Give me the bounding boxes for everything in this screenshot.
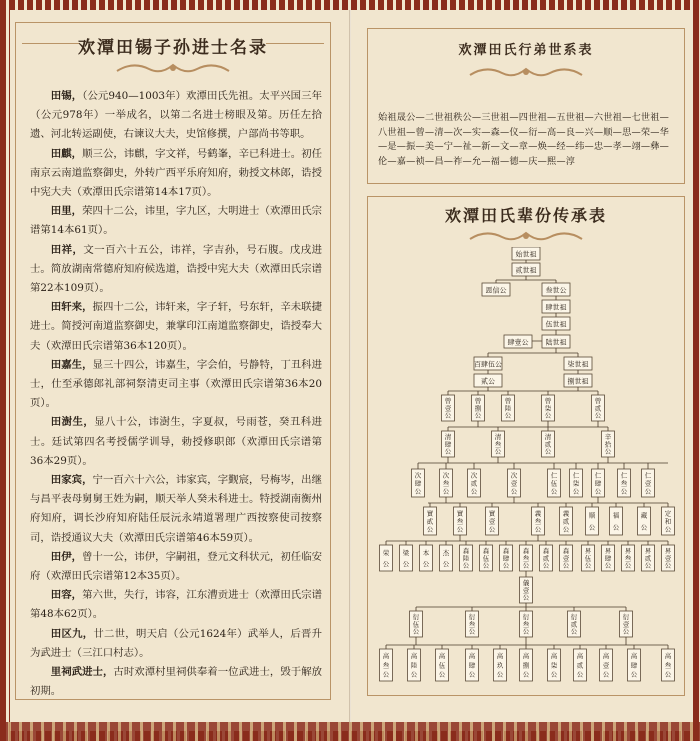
jinshi-description: 文一百六十五公，讳祥，字吉孙，号石腹。戊戌进士。简放湖南常德府知府候选道，诰授中宪大夫（欢潭田氏宗谱第22本109页）。: [30, 243, 323, 295]
jinshi-entry: [30, 413, 322, 471]
tree-node-label: 公: [462, 561, 470, 570]
tree-node-label: 清: [444, 433, 452, 442]
tree-node-label: 拾: [604, 440, 612, 449]
tree-node-label: 捌: [474, 404, 482, 413]
tree-node-label: 福: [612, 511, 620, 520]
tree-node-label: 公: [620, 487, 628, 496]
tree-node-label: 陸: [504, 404, 512, 413]
tree-node-label: 公: [410, 670, 418, 679]
tree-node-label: 衍: [468, 613, 476, 622]
tree-node-label: 高: [576, 652, 584, 661]
tree-node-label: 次: [470, 471, 478, 480]
lineage-tree-panel: [367, 196, 685, 696]
tree-node-label: 公: [562, 561, 570, 570]
tree-node-label: 陸: [462, 554, 470, 563]
tree-node-label: 始世祖: [515, 250, 537, 259]
jinshi-entry: [30, 356, 322, 414]
tree-node-label: 伍世祖: [545, 320, 567, 329]
bottom-border-strip: [0, 722, 700, 741]
tree-node-label: 公: [468, 670, 476, 679]
tree-node-label: 杰: [442, 548, 450, 557]
tree-node-label: 公: [584, 561, 592, 570]
jinshi-name: 田嘉生，: [50, 358, 93, 371]
tree-node-label: 昇: [624, 547, 632, 556]
tree-node-label: 清: [544, 433, 552, 442]
tree-node-label: 壹: [622, 620, 630, 629]
tree-node-label: 公: [664, 670, 672, 679]
tree-node-label: 曾: [444, 397, 452, 406]
jinshi-entry: [30, 145, 322, 203]
jinshi-name: 田容，: [50, 589, 83, 602]
tree-node-label: 公: [570, 627, 578, 636]
tree-node-label: 公: [502, 561, 510, 570]
cloud-ornament: [466, 63, 586, 81]
tree-node-label: 柒世祖: [567, 360, 589, 369]
tree-node-label: 實: [426, 509, 434, 518]
tree-node-label: 叁: [664, 661, 672, 670]
tree-node-label: 壹: [664, 554, 672, 563]
tree-node-label: 肆: [604, 554, 612, 563]
tree-node-label: 叁世公: [545, 286, 567, 295]
tree-node-label: 壹: [522, 586, 530, 595]
tree-node-label: 公: [382, 559, 390, 568]
cloud-ornament: [466, 227, 586, 245]
jinshi-entry: [30, 625, 322, 663]
jinshi-description: 顺三公，讳麒，字文祥，号鹤峯，辛已科进士。初任南京云南道监察御史，外转广西平乐府知府，勅授文林郎，诰授中宪大夫（欢潭田氏宗谱第14本17页）。: [30, 147, 323, 199]
tree-node-label: 壹: [488, 517, 496, 526]
panel-title: 欢潭田锡子孙进士名录: [78, 38, 268, 58]
tree-node-label: 贰: [470, 479, 478, 488]
tree-node-label: 辛: [604, 433, 612, 442]
jinshi-description: 荣四十二公，讳里，字九区，大明进士（欢潭田氏宗谱第14本61页）。: [30, 205, 323, 237]
tree-node-label: 公: [382, 670, 390, 679]
tree-node-label: 公: [522, 593, 530, 602]
tree-node-label: 公: [496, 670, 504, 679]
tree-node-label: 儀: [522, 579, 530, 588]
tree-node-label: 叁: [522, 620, 530, 629]
tree-node-label: 公: [544, 411, 552, 420]
tree-node-label: 百肆伍公: [474, 360, 502, 369]
tree-node-label: 曾: [504, 397, 512, 406]
tree-node-label: 森: [482, 547, 490, 556]
tree-node-label: 捌世祖: [567, 377, 589, 386]
tree-node-label: 衍: [412, 613, 420, 622]
tree-node-label: 昇: [644, 547, 652, 556]
tree-node-label: 高: [468, 652, 476, 661]
tree-node-label: 公: [522, 670, 530, 679]
tree-node-label: 叁: [620, 479, 628, 488]
tree-node-label: 公: [594, 487, 602, 496]
jinshi-entries: [30, 87, 322, 702]
tree-node-label: 仁: [572, 471, 580, 480]
tree-node-label: 公: [622, 627, 630, 636]
jinshi-name: 田锡，: [50, 90, 83, 102]
tree-node-label: 伍: [584, 554, 592, 563]
tree-node-label: 森: [502, 547, 510, 556]
jinshi-entry: [30, 241, 322, 299]
tree-node-label: 高: [630, 652, 638, 661]
jinshi-entry: [30, 298, 322, 356]
tree-node-label: 壹: [644, 479, 652, 488]
tree-node-label: 昇: [664, 547, 672, 556]
tree-node-label: 公: [664, 561, 672, 570]
tree-node-label: 贰世祖: [515, 266, 537, 275]
tree-node-label: 公: [510, 487, 518, 496]
tree-node-label: 公: [442, 487, 450, 496]
tree-node-label: 玖: [496, 661, 504, 670]
tree-node-label: 高: [382, 652, 390, 661]
tree-node-label: 高: [438, 652, 446, 661]
tree-node-label: 高: [496, 652, 504, 661]
tree-node-label: 公: [664, 525, 672, 534]
tree-node-label: 伍: [412, 620, 420, 629]
jinshi-name: 田澍生，: [50, 416, 95, 429]
tree-node-label: 公: [422, 559, 430, 568]
tree-node-label: 森: [562, 547, 570, 556]
tree-node-label: 和: [664, 517, 672, 526]
tree-node-label: 高: [522, 652, 530, 661]
tree-node-label: 公: [504, 411, 512, 420]
tree-node-label: 高: [410, 652, 418, 661]
tree-node-label: 壹: [444, 404, 452, 413]
jinshi-description: 显三十四公，讳嘉生，字会伯，号静特，丁丑科进士，仕至承德郎礼部祠祭清吏司主事（欢潭田氏宗谱第36本20页）。: [30, 358, 323, 410]
tree-node-label: 清: [494, 433, 502, 442]
tree-node-label: 藏: [640, 511, 648, 520]
tree-node-label: 公: [550, 670, 558, 679]
tree-node-label: 公: [474, 411, 482, 420]
tree-node-label: 贰: [542, 554, 550, 563]
tree-node-label: 公: [644, 561, 652, 570]
tree-node-label: 肆: [502, 554, 510, 563]
tree-node-label: 森: [462, 547, 470, 556]
jinshi-description: （公元940—1003年）欢潭田氏先祖。太平兴国三年（公元978年）一举成名，以第二名进士榜眼及第。历任左拾遗、河北转运副使，右谏议大夫，史馆修撰，户部尚书等职。: [30, 90, 322, 141]
tree-node-label: 昇: [604, 547, 612, 556]
panel-title: 欢潭田氏辈份传承表: [444, 206, 607, 225]
jinshi-entry: [30, 663, 322, 701]
jinshi-name: 田家宾，: [50, 474, 93, 487]
tree-node-label: 仁: [550, 471, 558, 480]
tree-node-label: 叁: [494, 440, 502, 449]
tree-node-label: 肆: [630, 661, 638, 670]
tree-node-label: 叁: [442, 479, 450, 488]
jinshi-name: 田轩来，: [50, 301, 93, 314]
jinshi-description: 曾十一公，讳伊，字嗣祖，登元文科状元，初任临安府（欢潭田氏宗谱第12本35页）。: [30, 550, 323, 583]
cloud-ornament: [113, 59, 233, 77]
jinshi-description: 宁一百六十六公，讳家宾，字觐宸，号梅岑，出继与昌平表母舅舅王姓为嗣，顺天举人癸未科进士。特授湖南衡州府知府，调长沙府知府陆任辰沅永靖道署理广西按察使司按察司，诰授通议大夫（欢潭田氏宗谱第46本59页）。: [30, 474, 323, 544]
tree-node-label: 仁: [644, 471, 652, 480]
tree-node-label: 柒: [572, 479, 580, 488]
jinshi-description: 第六世，失行，讳容，江东漕贡进士（欢潭田氏宗谱第48本62页）。: [30, 589, 323, 621]
generation-series-panel: [367, 28, 685, 184]
tree-node-label: 叁: [624, 554, 632, 563]
tree-node-label: 公: [644, 487, 652, 496]
jinshi-entry: [30, 548, 322, 586]
jinshi-description: 古时欢潭村里祠供奉着一位武进士，毁于解放初期。: [30, 666, 323, 698]
tree-node-label: 叁: [468, 620, 476, 629]
jinshi-entry: [30, 87, 322, 145]
tree-node-label: 捌: [522, 661, 530, 670]
tree-node-label: 柒: [550, 661, 558, 670]
tree-node-label: 高: [664, 652, 672, 661]
tree-node-label: 公: [470, 487, 478, 496]
jinshi-entry: [30, 471, 322, 548]
lineage-tree: [368, 247, 684, 695]
tree-node-label: 公: [594, 411, 602, 420]
tree-node-label: 叁: [522, 554, 530, 563]
tree-node-label: 公: [402, 559, 410, 568]
tree-node-label: 公: [438, 670, 446, 679]
tree-node-label: 公: [588, 523, 596, 532]
tree-node-label: 梁: [402, 548, 410, 557]
tree-node-label: 叁: [456, 517, 464, 526]
tree-node-label: 叁: [534, 517, 542, 526]
tree-node-label: 曾: [474, 397, 482, 406]
tree-node-label: 公: [544, 447, 552, 456]
jinshi-name: 田伊，: [50, 550, 83, 563]
tree-node-label: 荣: [382, 548, 390, 557]
tree-node-label: 肆世祖: [545, 303, 567, 312]
tree-node-label: 贰: [544, 440, 552, 449]
tree-node-label: 公: [522, 561, 530, 570]
tree-node-label: 恩信公: [485, 286, 507, 295]
jinshi-entry: [30, 202, 322, 240]
tree-node-label: 本: [422, 548, 430, 557]
tree-node-label: 柒: [544, 404, 552, 413]
tree-node-label: 公: [456, 525, 464, 534]
tree-node-label: 公: [604, 447, 612, 456]
tree-node-label: 壹: [562, 554, 570, 563]
tree-node-label: 公: [534, 525, 542, 534]
jinshi-name: 田里，: [50, 205, 83, 218]
tree-node-label: 伍: [438, 661, 446, 670]
tree-node-label: 定: [664, 509, 672, 518]
tree-node-label: 壹: [602, 661, 610, 670]
tree-node-label: 公: [426, 525, 434, 534]
tree-node-label: 森: [542, 547, 550, 556]
tree-node-label: 公: [442, 559, 450, 568]
tree-node-label: 公: [482, 561, 490, 570]
tree-node-label: 伍: [482, 554, 490, 563]
tree-node-label: 叁: [382, 661, 390, 670]
jinshi-name: 田麒，: [50, 147, 83, 160]
tree-node-label: 公: [542, 561, 550, 570]
tree-node-label: 仁: [594, 471, 602, 480]
tree-node-label: 高: [550, 652, 558, 661]
tree-node-label: 昇: [584, 547, 592, 556]
tree-node-label: 公: [412, 627, 420, 636]
tree-node-label: 仁: [620, 471, 628, 480]
tree-node-label: 高: [602, 652, 610, 661]
tree-node-label: 公: [444, 411, 452, 420]
jinshi-description: 廿二世，明天启（公元1624年）武举人，后晋升为武进士（三江口村志）。: [30, 627, 323, 659]
jinshi-name: 田祥，: [50, 243, 84, 256]
tree-node-label: 公: [444, 447, 452, 456]
tree-node-label: 衍: [622, 613, 630, 622]
tree-node-label: 次: [442, 471, 450, 480]
jinshi-list-panel: [15, 22, 331, 700]
tree-node-label: 贰公: [481, 377, 495, 386]
tree-node-label: 伍: [550, 479, 558, 488]
tree-node-label: 公: [550, 487, 558, 496]
generation-series-text: 始祖晟公—二世祖秩公—三世祖—四世祖—五世祖—六世祖—七世祖—八世祖—曾—清—次—实—森—仪—衍—高—良—兴—顺—思—荣—华—是—振—美—宁—祉—新—文—章—焕—经—纬—忠—孝—翊—彝—伦—嘉—祯—昌—祚—允—福—德—庆—熙—淳: [378, 112, 670, 167]
tree-node-label: 陆世祖: [545, 338, 567, 347]
jinshi-entry: [30, 586, 322, 624]
tree-node-label: 顺: [588, 511, 596, 520]
tree-node-label: 公: [522, 627, 530, 636]
jinshi-description: 振四十二公，讳轩来，字子轩，号东轩，辛未联捷进士。简授河南道监察御史，兼掌印江南道监察御史，诰授奉大夫（欢潭田氏宗谱第36本120页）。: [30, 301, 323, 352]
tree-node-label: 公: [468, 627, 476, 636]
tree-node-label: 曾: [544, 397, 552, 406]
tree-node-label: 肆: [594, 479, 602, 488]
panel-title: 欢潭田氏行弟世系表: [458, 43, 594, 58]
tree-node-label: 公: [494, 447, 502, 456]
tree-node-label: 公: [562, 525, 570, 534]
jinshi-name: 里祠武进士，: [50, 666, 114, 679]
tree-node-label: 公: [572, 487, 580, 496]
tree-node-label: 肆: [468, 661, 476, 670]
tree-node-label: 肆: [414, 479, 422, 488]
tree-node-label: 肆: [444, 440, 452, 449]
tree-node-label: 公: [488, 525, 496, 534]
tree-node-label: 陸: [410, 661, 418, 670]
tree-node-label: 贰: [562, 517, 570, 526]
tree-node-label: 曾: [594, 397, 602, 406]
tree-node-label: 公: [624, 561, 632, 570]
tree-node-label: 公: [602, 670, 610, 679]
tree-node-label: 義: [534, 509, 542, 518]
tree-node-label: 贰: [594, 404, 602, 413]
tree-node-label: 次: [510, 471, 518, 480]
tree-node-label: 實: [488, 509, 496, 518]
tree-node-label: 公: [414, 487, 422, 496]
tree-node-label: 貳: [426, 517, 434, 526]
tree-node-label: 義: [562, 509, 570, 518]
tree-node-label: 衍: [570, 613, 578, 622]
tree-node-label: 衍: [522, 613, 530, 622]
tree-node-label: 公: [640, 523, 648, 532]
tree-node-label: 森: [522, 547, 530, 556]
tree-node-label: 肆壹公: [507, 338, 529, 347]
jinshi-name: 田区九，: [50, 627, 94, 640]
jinshi-description: 显八十公，讳澍生，字夏叔，号雨苍，癸丑科进士。廷试第四名考授儒学训导，勅授修职郎（欢潭田氏宗谱第36本29页）。: [30, 416, 322, 467]
tree-node-label: 贰: [570, 620, 578, 629]
tree-node-label: 實: [456, 509, 464, 518]
tree-node-label: 壹: [510, 479, 518, 488]
tree-node-label: 公: [630, 670, 638, 679]
tree-node-label: 公: [612, 523, 620, 532]
tree-node-label: 公: [604, 561, 612, 570]
tree-node-label: 贰: [576, 661, 584, 670]
tree-node-label: 贰: [644, 554, 652, 563]
page-fold: [349, 10, 351, 730]
tree-node-label: 次: [414, 471, 422, 480]
tree-node-label: 公: [576, 670, 584, 679]
